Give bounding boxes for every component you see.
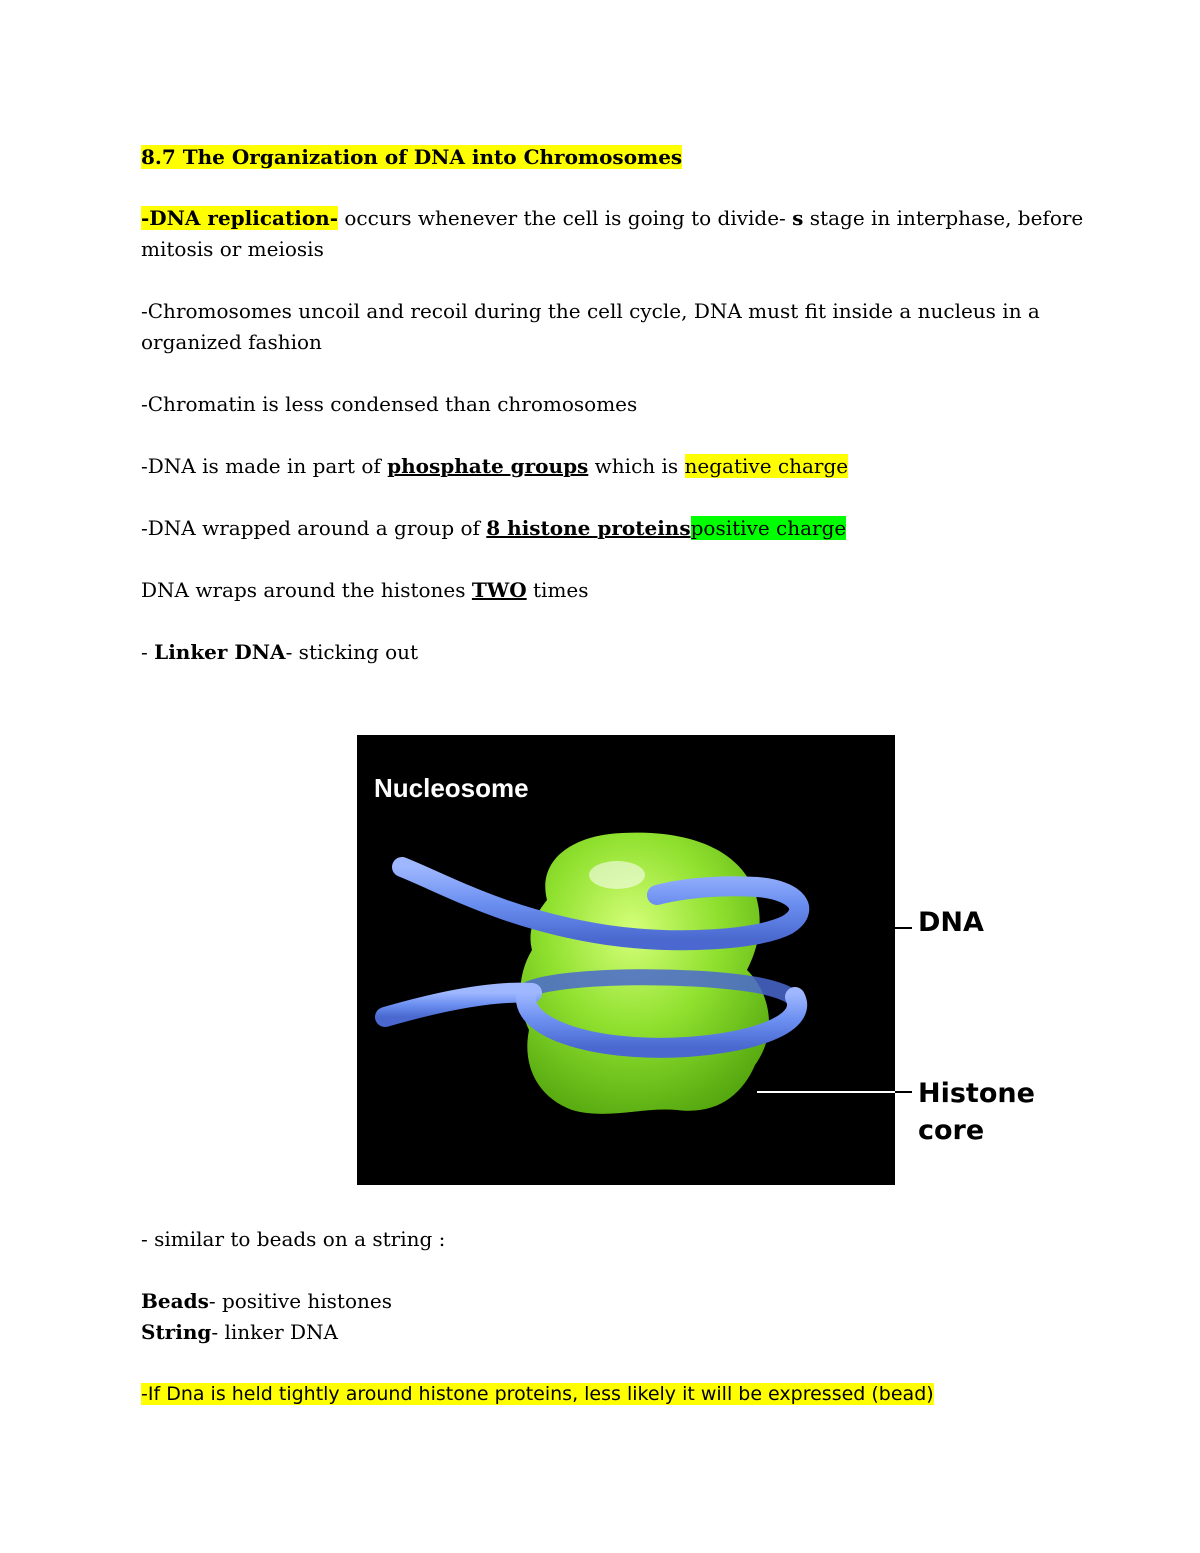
term-dna-replication: -DNA replication- <box>141 206 339 230</box>
para7-suffix: - sticking out <box>285 640 419 664</box>
bold-s: s <box>792 206 804 230</box>
paragraph-beads <box>141 1286 392 1317</box>
paragraph-dna-replication <box>141 203 1083 234</box>
para6-prefix: DNA wraps around the histones <box>141 578 472 602</box>
term-two: TWO <box>471 578 527 602</box>
para4-middle: which is <box>588 454 685 478</box>
paragraph-expression <box>141 1379 934 1410</box>
para5-prefix: -DNA wrapped around a group of <box>141 516 487 540</box>
histone-highlight <box>589 861 645 889</box>
para7-prefix: - <box>141 640 155 664</box>
para1-text-b: stage in interphase, before <box>803 206 1084 230</box>
para4-prefix: -DNA is made in part of <box>141 454 388 478</box>
label-core: core <box>918 1115 985 1146</box>
section-title <box>141 142 682 173</box>
paragraph-chromosomes: -Chromosomes uncoil and recoil during the cell cycle, DNA must fit inside a nucleus in a <box>141 299 1040 323</box>
para1-text-a: occurs whenever the cell is going to divide- <box>338 206 793 230</box>
term-linker-dna: Linker DNA <box>154 640 286 664</box>
histone-callout-line <box>895 1091 912 1093</box>
paragraph-wraps-two <box>141 575 589 606</box>
highlight-expression: -If Dna is held tightly around histone proteins, less likely it will be expressed (bead) <box>141 1383 934 1405</box>
term-phosphate-groups: phosphate groups <box>387 454 589 478</box>
highlight-negative-charge: negative charge <box>684 454 849 478</box>
term-8-histone-proteins: 8 histone proteins <box>486 516 691 540</box>
paragraph-chromatin: -Chromatin is less condensed than chromosomes <box>141 392 638 416</box>
paragraph-histones <box>141 513 846 544</box>
figure-title: Nucleosome <box>374 773 529 803</box>
highlight-positive-charge: positive charge <box>690 516 847 540</box>
dna-strand-linker-lower <box>385 993 532 1017</box>
label-dna: DNA <box>918 907 984 938</box>
section-title-text: 8.7 The Organization of DNA into Chromosomes <box>141 145 683 169</box>
paragraph-dna-replication-line2: mitosis or meiosis <box>141 237 324 261</box>
para10-text: - linker DNA <box>211 1320 338 1344</box>
term-string: String <box>141 1320 212 1344</box>
dna-callout-line <box>895 927 912 929</box>
term-beads: Beads <box>141 1289 209 1313</box>
nucleosome-illustration <box>357 735 895 1185</box>
nucleosome-figure <box>357 735 895 1185</box>
paragraph-beads-on-string: - similar to beads on a string : <box>141 1227 446 1251</box>
para6-suffix: times <box>526 578 589 602</box>
label-histone: Histone <box>918 1078 1035 1109</box>
paragraph-string <box>141 1317 338 1348</box>
paragraph-chromosomes-line2: organized fashion <box>141 330 322 354</box>
paragraph-phosphate <box>141 451 848 482</box>
paragraph-linker-dna <box>141 637 418 668</box>
para9-text: - positive histones <box>208 1289 392 1313</box>
